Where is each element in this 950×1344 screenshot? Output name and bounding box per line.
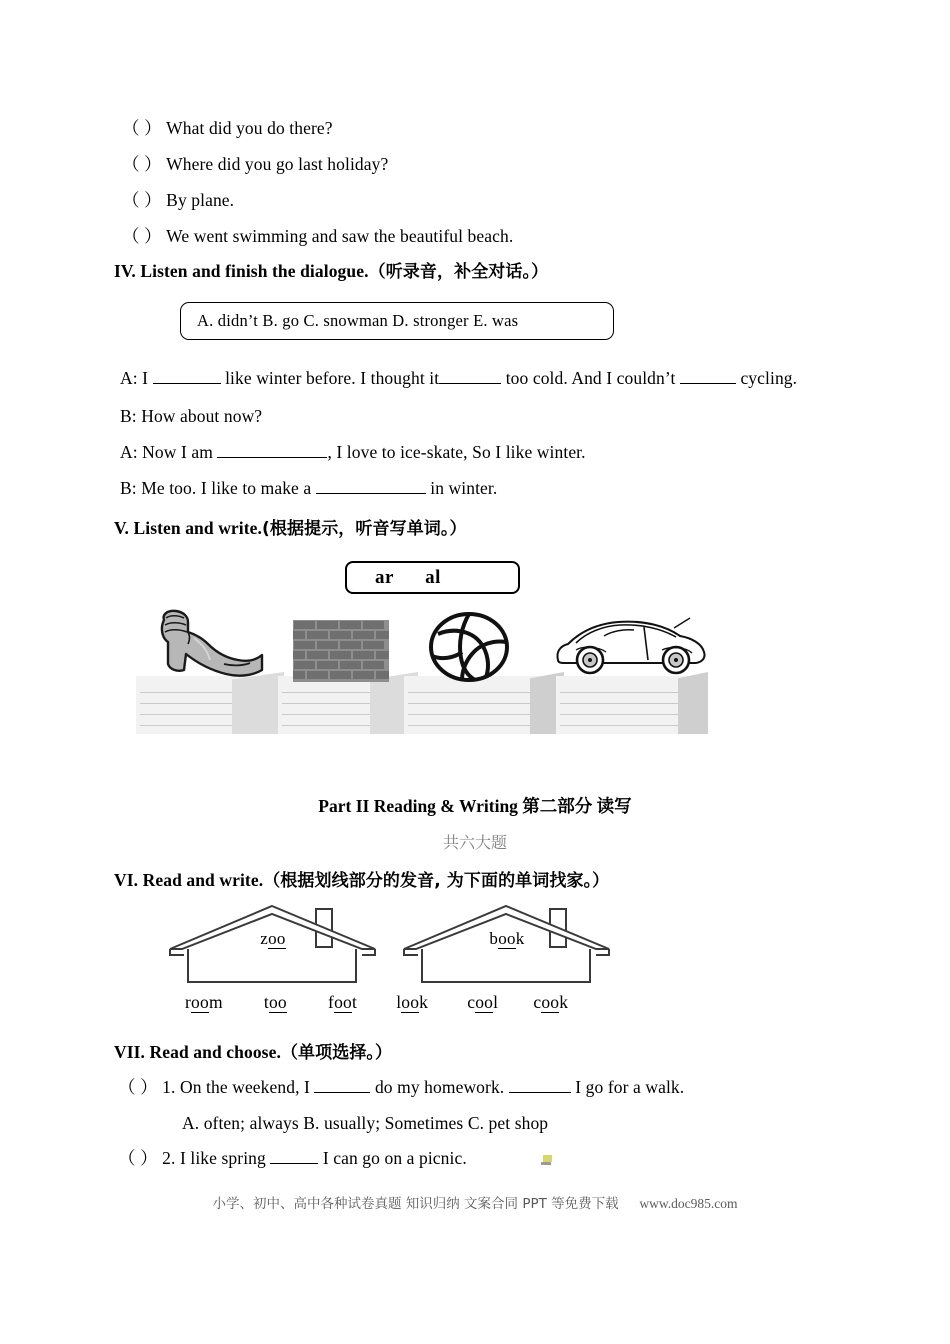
footer-text-cn: 小学、初中、高中各种试卷真题 知识归纳 文案合同 PPT 等免费下载 — [212, 1196, 619, 1212]
word-choice-cool[interactable]: cool — [467, 992, 499, 1012]
word-choice-look[interactable]: look — [396, 992, 429, 1012]
house-diagram-zoo — [166, 903, 380, 985]
house-word-underlined: oo — [268, 929, 286, 948]
blank-field-q1-2[interactable] — [509, 1079, 571, 1093]
scan-artifact — [541, 1162, 551, 1165]
section-number: VI. — [114, 870, 139, 890]
page-footer — [0, 1192, 950, 1212]
dialogue-line-2: B: How about now? — [120, 406, 263, 426]
word-choices-row — [185, 992, 568, 1013]
house-diagram-book — [400, 903, 614, 985]
list-item-text: What did you do there? — [166, 118, 333, 138]
house-word-suffix: k — [515, 929, 525, 948]
question-2 — [118, 1148, 467, 1168]
dialogue-text-4a: B: Me too. I like to make a — [120, 478, 312, 498]
section-heading-vi — [114, 866, 609, 891]
flexed-arm-icon — [150, 608, 265, 680]
scan-artifact — [543, 1155, 552, 1162]
question-text-1b: do my homework. — [374, 1077, 505, 1097]
question-text-2b: I can go on a picnic. — [322, 1148, 467, 1168]
answer-bracket[interactable]: （ ） — [122, 118, 162, 138]
word-choice-foot[interactable]: foot — [328, 992, 358, 1012]
house-word-zoo — [166, 929, 380, 949]
word-choice-cook[interactable]: cook — [533, 992, 569, 1012]
dialogue-speaker-a: A: I — [120, 368, 149, 388]
dialogue-text-3a: A: Now I am — [120, 442, 213, 462]
section-number: IV. — [114, 261, 136, 281]
question-text-2a: I like spring — [179, 1148, 266, 1168]
answer-bracket[interactable]: （ ） — [122, 154, 162, 174]
card-fold-tab-4 — [678, 672, 708, 734]
house-word-prefix: z — [260, 929, 269, 948]
section-title-cn: (根据提示，听音写单词。） — [262, 519, 467, 539]
answer-bracket[interactable]: （ ） — [118, 1148, 158, 1168]
car-icon — [552, 616, 708, 678]
section-number: V. — [114, 518, 129, 538]
answer-bracket[interactable]: （ ） — [122, 190, 162, 210]
blank-field-q1-1[interactable] — [314, 1079, 370, 1093]
question-number: 2. — [162, 1148, 176, 1168]
blank-field-q2-1[interactable] — [270, 1150, 318, 1164]
house-word-prefix: b — [489, 929, 499, 948]
section-title-cn: （听录音，补全对话。） — [368, 262, 549, 282]
house-word-underlined: oo — [498, 929, 516, 948]
section-heading-vii — [114, 1038, 392, 1063]
question-text-1c: I go for a walk. — [575, 1077, 685, 1097]
word-choice-room[interactable]: room — [185, 992, 223, 1012]
brick-wall-icon — [293, 620, 389, 682]
word-bank-text: A. didn’t B. go C. snowman D. stronger E. was — [197, 311, 519, 330]
dialogue-text-3b: , I love to ice-skate, So I like winter. — [327, 442, 586, 462]
section-title-cn: （根据划线部分的发音, 为下面的单词找家。） — [263, 871, 610, 891]
phonics-hint-text: ar al — [375, 566, 441, 588]
list-item-text: By plane. — [166, 190, 235, 210]
section-title-en: Read and write. — [142, 870, 264, 890]
house-word-book — [400, 929, 614, 949]
list-item-text: We went swimming and saw the beautiful beach. — [166, 226, 514, 246]
dialogue-text-4b: in winter. — [430, 478, 498, 498]
answer-bracket[interactable]: （ ） — [122, 226, 162, 246]
question-text-1a: On the weekend, I — [179, 1077, 310, 1097]
volleyball-icon — [428, 612, 510, 682]
section-title-en: Listen and write. — [133, 518, 263, 538]
footer-url[interactable]: www.doc985.com — [639, 1196, 738, 1211]
question-1 — [118, 1077, 684, 1097]
list-item-text: Where did you go last holiday? — [166, 154, 389, 174]
part-two-subheading: 共六大题 — [442, 833, 507, 852]
section-title-cn: （单项选择。） — [280, 1043, 393, 1063]
answer-bracket[interactable]: （ ） — [118, 1077, 158, 1097]
section-title-en: Listen and finish the dialogue. — [140, 261, 369, 281]
dialogue-text-1d: cycling. — [740, 368, 798, 388]
part-two-heading: Part II Reading & Writing 第二部分 读写 — [318, 796, 632, 816]
question-1-options[interactable]: A. often; always B. usually; Sometimes C. pet shop — [182, 1113, 549, 1133]
dialogue-text-1b: like winter before. I thought it — [225, 368, 440, 388]
question-number: 1. — [162, 1077, 176, 1097]
section-title-en: Read and choose. — [149, 1042, 281, 1062]
section-number: VII. — [114, 1042, 146, 1062]
card-fold-tab-1 — [232, 672, 284, 734]
dialogue-text-1c: too cold. And I couldn’t — [505, 368, 676, 388]
word-choice-too[interactable]: too — [263, 992, 287, 1012]
